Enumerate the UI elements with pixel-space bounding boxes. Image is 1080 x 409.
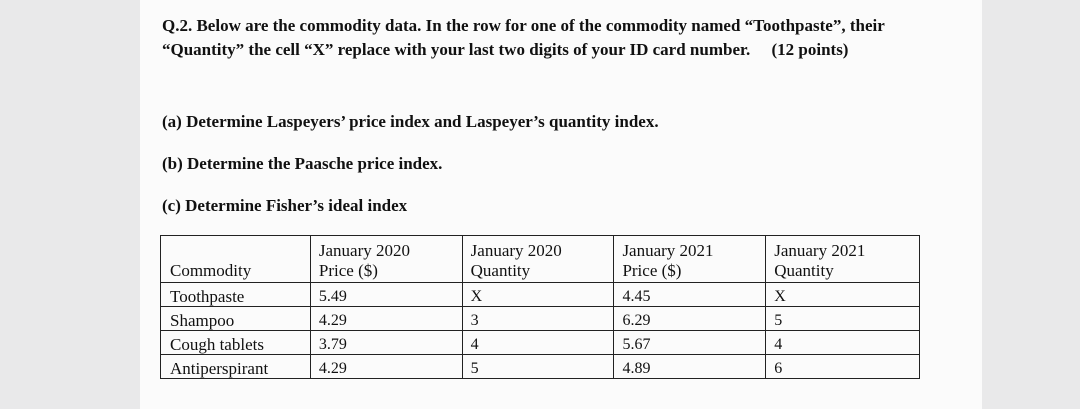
question-points: (12 points)	[771, 39, 849, 59]
quantity-2021-cell: 6	[766, 355, 920, 379]
header-cell-quantity-2020	[462, 236, 614, 283]
commodity-table	[160, 235, 920, 379]
header-line-1: January 2020	[318, 241, 411, 260]
price-2021-cell: 6.29	[614, 307, 766, 331]
price-2021-cell: 4.89	[614, 355, 766, 379]
quantity-2020-cell: 5	[462, 355, 614, 379]
header-line-2: Quantity	[470, 261, 531, 280]
price-2020-cell: 3.79	[310, 331, 462, 355]
header-cell-quantity-2021	[766, 236, 920, 283]
table-row	[161, 331, 920, 355]
table-header-row	[161, 236, 920, 283]
quantity-2020-cell: 3	[462, 307, 614, 331]
question-body: Q.2. Below are the commodity data. In the row for one of the commodity named “Toothpaste”, their “Quantity” the cell “X” replace with your last two digits of your ID card number.	[162, 16, 885, 59]
quantity-2020-cell: 4	[462, 331, 614, 355]
commodity-name-cell: Shampoo	[161, 307, 311, 331]
part-c: (c) Determine Fisher’s ideal index	[162, 196, 408, 215]
quantity-2021-cell: 4	[766, 331, 920, 355]
header-line-2: Price ($)	[622, 261, 682, 280]
price-2020-cell: 5.49	[310, 283, 462, 307]
table-row	[161, 307, 920, 331]
price-2021-cell: 5.67	[614, 331, 766, 355]
question-text	[162, 14, 962, 61]
table-row	[161, 355, 920, 379]
commodity-name-cell: Antiperspirant	[161, 355, 311, 379]
quantity-2021-cell: X	[766, 283, 920, 307]
price-2021-cell: 4.45	[614, 283, 766, 307]
table-row	[161, 283, 920, 307]
part-b: (b) Determine the Paasche price index.	[162, 154, 443, 173]
price-2020-cell: 4.29	[310, 355, 462, 379]
header-cell-commodity	[161, 236, 311, 283]
header-line-1: January 2021	[622, 241, 714, 260]
header-line-2: Commodity	[170, 261, 252, 280]
header-line-2: Price ($)	[318, 261, 378, 280]
header-line-2: Quantity	[774, 261, 834, 280]
header-line-1: January 2020	[470, 241, 562, 260]
header-cell-price-2021	[614, 236, 766, 283]
header-cell-price-2020	[310, 236, 462, 283]
part-a: (a) Determine Laspeyers’ price index and Laspeyer’s quantity index.	[162, 112, 659, 131]
commodity-name-cell: Cough tablets	[161, 331, 311, 355]
quantity-2020-cell: X	[462, 283, 614, 307]
commodity-name-cell: Toothpaste	[161, 283, 311, 307]
header-line-1: January 2021	[774, 241, 866, 260]
price-2020-cell: 4.29	[310, 307, 462, 331]
quantity-2021-cell: 5	[766, 307, 920, 331]
